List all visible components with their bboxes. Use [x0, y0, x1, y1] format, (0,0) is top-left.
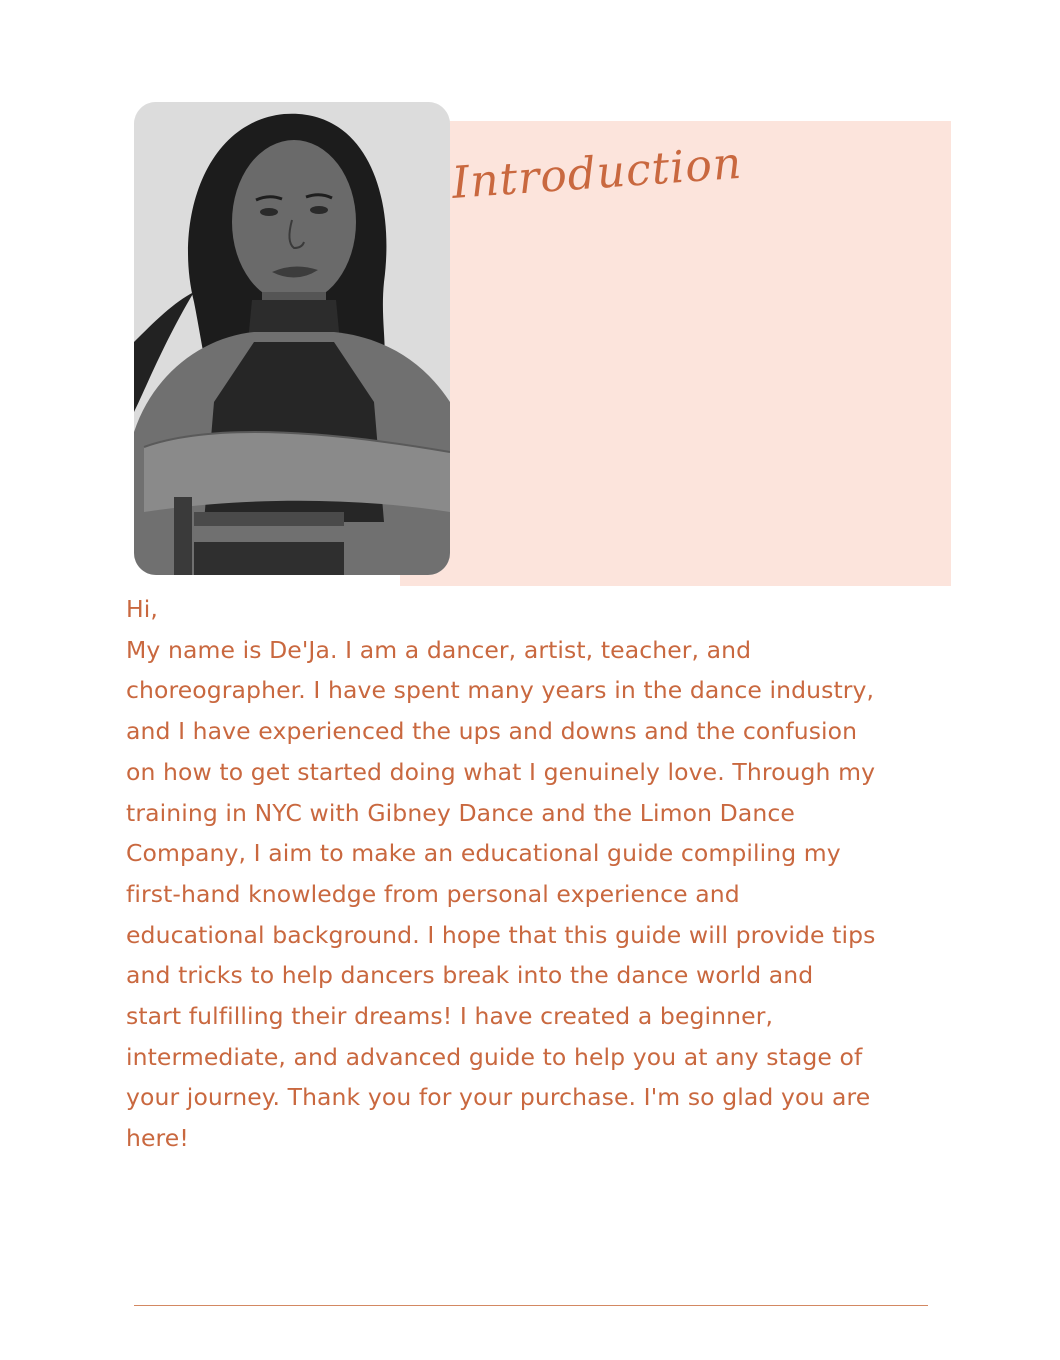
- paragraph-line: intermediate, and advanced guide to help you at any stage of: [126, 1042, 863, 1071]
- paragraph-line: start fulfilling their dreams! I have created a beginner,: [126, 1002, 774, 1031]
- greeting-line: Hi,: [126, 595, 158, 623]
- author-portrait-photo: [134, 102, 450, 575]
- introduction-body: [126, 589, 962, 1159]
- paragraph-line: and I have experienced the ups and downs and the confusion: [126, 717, 858, 746]
- paragraph-line: My name is De'Ja. I am a dancer, artist, teacher, and: [126, 635, 752, 664]
- paragraph-line: Company, I aim to make an educational guide compiling my: [126, 839, 841, 868]
- paragraph-line: educational background. I hope that this guide will provide tips: [126, 920, 876, 949]
- page-heading: Introduction: [450, 137, 744, 209]
- greeting: [126, 589, 962, 630]
- paragraph-line: and tricks to help dancers break into the dance world and: [126, 961, 814, 990]
- intro-paragraph: [126, 630, 962, 1159]
- paragraph-line: on how to get started doing what I genuinely love. Through my: [126, 757, 876, 786]
- paragraph-line: choreographer. I have spent many years in the dance industry,: [126, 676, 875, 705]
- paragraph-line: here!: [126, 1124, 189, 1153]
- paragraph-line: first-hand knowledge from personal experience and: [126, 879, 740, 908]
- paragraph-line: training in NYC with Gibney Dance and the Limon Dance: [126, 798, 795, 827]
- paragraph-line: your journey. Thank you for your purchase. I'm so glad you are: [126, 1083, 871, 1112]
- footer-divider: [134, 1305, 928, 1306]
- portrait-illustration: [134, 102, 450, 575]
